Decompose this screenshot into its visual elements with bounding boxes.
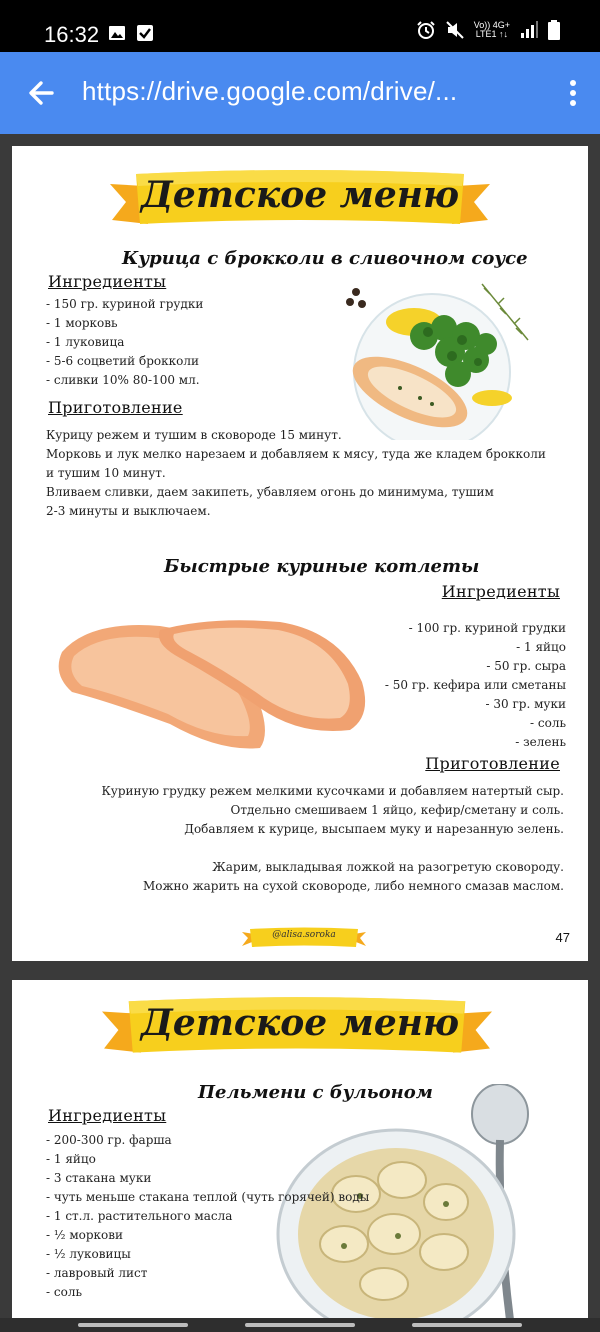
nav-back-button[interactable] (412, 1323, 522, 1327)
list-item: - сливки 10% 80-100 мл. (46, 373, 200, 387)
check-square-icon (136, 24, 154, 42)
back-arrow-icon[interactable] (24, 76, 58, 110)
alarm-icon (416, 20, 436, 40)
list-item: - 1 луковица (46, 335, 125, 349)
recipe-title: Пельмени с бульоном (198, 1082, 433, 1103)
preparation-text (46, 426, 546, 521)
list-item: - 1 ст.л. растительного масла (46, 1209, 233, 1223)
text-line: Жарим, выкладывая ложкой на разогретую сковороду. (212, 860, 564, 874)
banner-title: Детское меню (140, 174, 460, 216)
banner-title: Детское меню (140, 1002, 460, 1044)
recipe-title: Быстрые куриные котлеты (164, 556, 480, 577)
text-line: Добавляем к курице, высыпаем муку и нарезанную зелень. (184, 822, 564, 836)
text-line: Вливаем сливки, даем закипеть, убавляем огонь до минимума, тушим (46, 485, 494, 499)
battery-icon (548, 20, 560, 40)
author-tag (242, 926, 366, 950)
nav-recents-button[interactable] (78, 1323, 188, 1327)
list-item: - соль (530, 716, 566, 730)
preparation-heading: Приготовление (48, 398, 183, 417)
image-icon (108, 24, 126, 42)
text-line: 2-3 минуты и выключаем. (46, 504, 211, 518)
text-line: Отдельно смешиваем 1 яйцо, кефир/сметану и соль. (230, 803, 564, 817)
list-item: - 200-300 гр. фарша (46, 1133, 172, 1147)
list-item: - 1 яйцо (516, 640, 566, 654)
list-item: - 50 гр. кефира или сметаны (384, 678, 566, 692)
list-item: - 100 гр. куриной грудки (408, 621, 566, 635)
system-nav-bar (0, 1318, 600, 1332)
ingredients-list (46, 295, 203, 390)
recipe-title: Курица с брокколи в сливочном соусе (122, 248, 528, 269)
status-time: 16:32 (44, 22, 100, 47)
page-number: 47 (555, 930, 570, 945)
list-item: - ½ луковицы (46, 1247, 131, 1261)
list-item: - зелень (515, 735, 566, 749)
ingredients-list (46, 1131, 369, 1302)
nav-home-button[interactable] (245, 1323, 355, 1327)
ingredients-heading: Ингредиенты (48, 1106, 167, 1125)
ingredients-list (385, 619, 566, 752)
document-page-48 (12, 980, 588, 1332)
list-item: - 1 яйцо (46, 1152, 96, 1166)
list-item: - 150 гр. куриной грудки (46, 297, 204, 311)
list-item: - 30 гр. муки (485, 697, 566, 711)
preparation-heading: Приготовление (425, 754, 560, 773)
ingredients-heading: Ингредиенты (48, 272, 167, 291)
list-item: - 5-6 соцветий брокколи (46, 354, 199, 368)
text-line: и тушим 10 минут. (46, 466, 166, 480)
signal-icon (519, 20, 539, 40)
network-label: Vo)) 4G+ LTE1 ↑↓ (473, 20, 510, 39)
preparation-text (101, 782, 564, 896)
browser-toolbar (0, 52, 600, 134)
text-line: Можно жарить на сухой сковороде, либо немного смазав маслом. (142, 879, 564, 893)
mute-icon (445, 20, 465, 40)
chicken-broccoli-illustration (332, 280, 542, 440)
more-vert-icon[interactable] (566, 78, 580, 108)
ingredients-heading: Ингредиенты (441, 582, 560, 601)
text-line: Морковь и лук мелко нарезаем и добавляем к мясу, туда же кладем брокколи (46, 447, 546, 461)
text-line: Куриную грудку режем мелкими кусочками и добавляем натертый сыр. (101, 784, 564, 798)
document-page-47 (12, 146, 588, 961)
list-item: - чуть меньше стакана теплой (чуть горячей) воды (46, 1190, 370, 1204)
text-line: Курицу режем и тушим в сковороде 15 минут. (46, 428, 342, 442)
url-text[interactable]: https://drive.google.com/drive/... (82, 76, 458, 106)
list-item: - соль (46, 1285, 82, 1299)
list-item: - 50 гр. сыра (486, 659, 566, 673)
status-bar (0, 0, 600, 52)
chicken-breasts-illustration (50, 612, 370, 758)
list-item: - 3 стакана муки (46, 1171, 152, 1185)
author-tag-text: @alisa.soroka (272, 930, 336, 940)
list-item: - лавровый лист (46, 1266, 148, 1280)
text-line (101, 839, 564, 858)
list-item: - ½ моркови (46, 1228, 124, 1242)
list-item: - 1 морковь (46, 316, 118, 330)
